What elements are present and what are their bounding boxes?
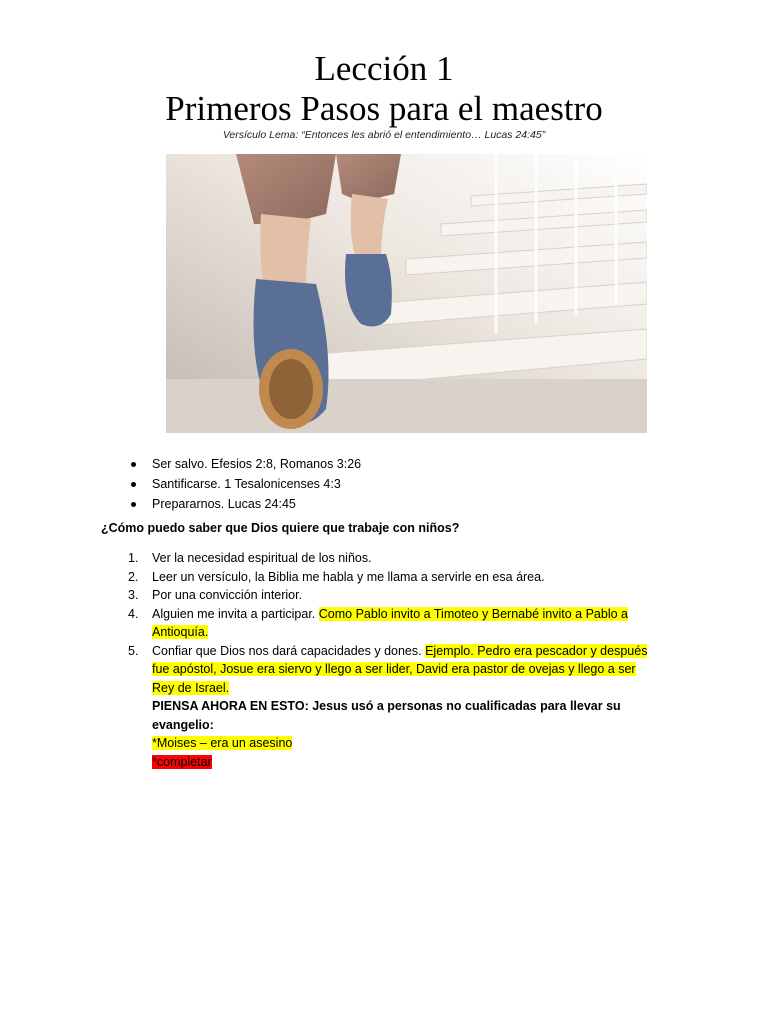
todo-line: [152, 753, 658, 772]
highlighted-example: Como Pablo invito a Timoteo y Bernabé invito a Pablo a Antioquía.: [152, 606, 628, 639]
step-text: Por una convicción interior.: [152, 588, 303, 602]
highlighted-example: Ejemplo. Pedro era pescador y después fue apóstol, Josue era siervo y llego a ser lider, David era pastor de ovejas y llego a ser Rey de Israel.: [152, 643, 648, 695]
lesson-number-title: Lección 1: [314, 49, 454, 88]
moses-example: *Moises – era un asesino: [152, 736, 293, 750]
think-text: Jesus usó a personas no cualificadas para llevar su evangelio:: [152, 699, 621, 732]
list-item: [128, 586, 658, 605]
todo-marker: *completar: [152, 754, 212, 769]
step-text: Confiar que Dios nos dará capacidades y dones.: [152, 643, 426, 658]
step-number: 5.: [128, 643, 139, 658]
list-item: [128, 642, 658, 772]
lesson-title: Primeros Pasos para el maestro: [165, 89, 603, 128]
stairs-photo: [166, 154, 647, 433]
step-number: 3.: [128, 588, 139, 602]
step-number: 1.: [128, 551, 139, 565]
list-item: Santificarse. 1 Tesalonicenses 4:3: [128, 474, 361, 494]
list-item: Ser salvo. Efesios 2:8, Romanos 3:26: [128, 454, 361, 474]
list-item: [128, 549, 658, 568]
step-text: Alguien me invita a participar.: [152, 606, 319, 621]
requirements-list: [128, 454, 361, 514]
step-text: Ver la necesidad espiritual de los niños.: [152, 551, 372, 565]
steps-list: [128, 549, 658, 771]
step-number: 4.: [128, 606, 139, 621]
theme-verse: Versículo Lema: “Entonces les abrió el entendimiento… Lucas 24:45”: [222, 129, 546, 141]
list-item: [128, 568, 658, 587]
think-label: PIENSA AHORA EN ESTO:: [152, 699, 309, 713]
list-item: [128, 605, 658, 642]
example-line: [152, 734, 658, 753]
step-text: Leer un versículo, la Biblia me habla y me llama a servirle en esa área.: [152, 569, 545, 584]
list-item: Prepararnos. Lucas 24:45: [128, 494, 361, 514]
step-number: 2.: [128, 569, 139, 584]
think-note: [152, 697, 658, 734]
section-question: ¿Cómo puedo saber que Dios quiere que trabaje con niños?: [101, 521, 460, 535]
